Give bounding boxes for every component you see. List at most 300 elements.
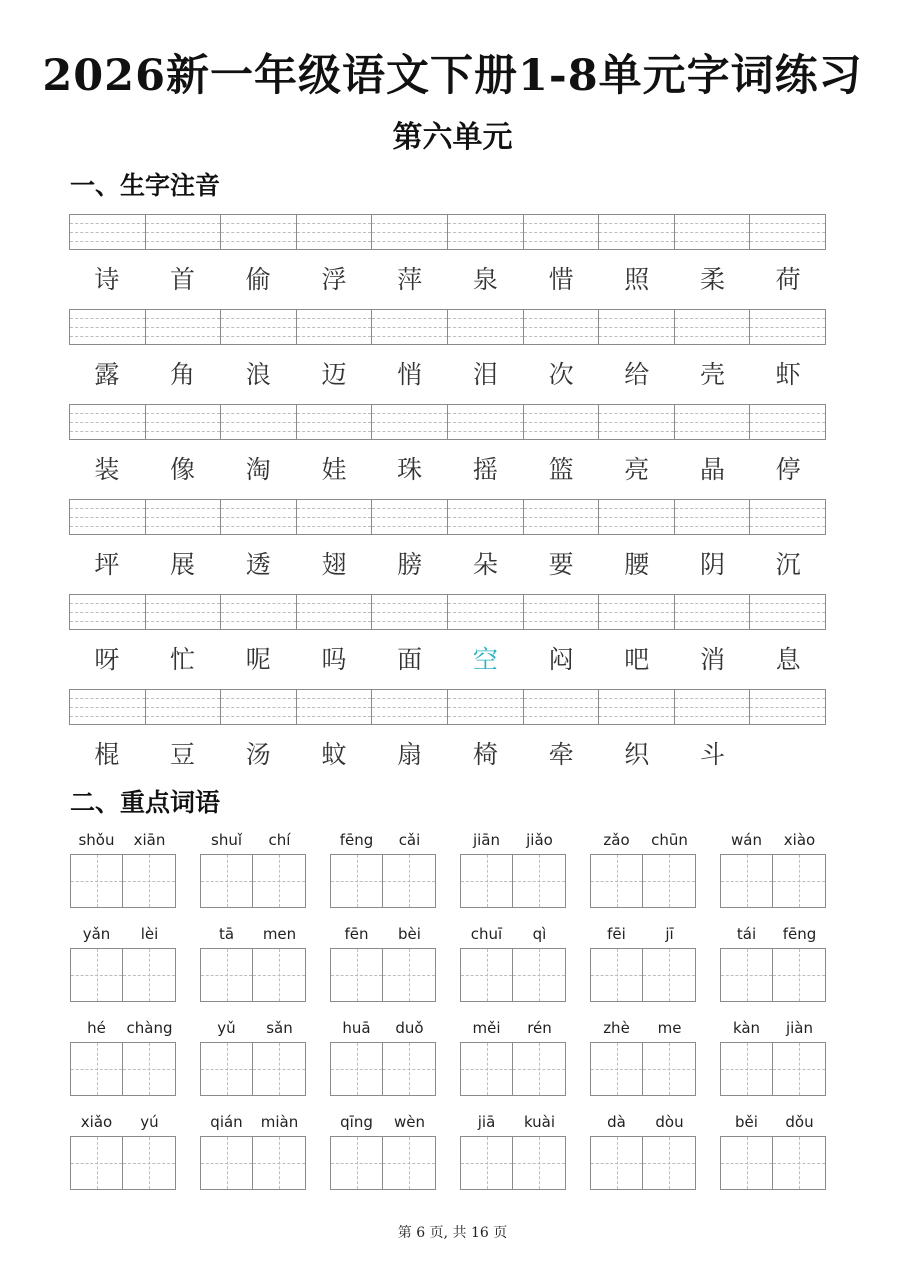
guide-line xyxy=(524,526,599,527)
tianzige-writing-box[interactable] xyxy=(590,948,643,1002)
syllable-pinyin: sǎn xyxy=(266,1019,293,1037)
character: 吧 xyxy=(624,645,650,674)
guide-line xyxy=(70,431,145,432)
word-pinyin xyxy=(70,828,176,852)
pinyin-answer-cell[interactable] xyxy=(221,690,297,724)
tianzige-writing-box[interactable] xyxy=(773,1042,826,1096)
word-item xyxy=(590,1110,696,1190)
guide-line xyxy=(448,327,523,328)
tianzige-writing-box[interactable] xyxy=(513,854,566,908)
guide-line xyxy=(675,716,750,717)
pinyin-answer-cell[interactable] xyxy=(146,500,222,534)
pinyin-answer-cell[interactable] xyxy=(599,405,675,439)
guide-line xyxy=(297,232,372,233)
guide-line xyxy=(372,698,447,699)
word-item xyxy=(330,1016,436,1096)
guide-line xyxy=(448,707,523,708)
tianzige-writing-box[interactable] xyxy=(383,948,436,1002)
character: 椅 xyxy=(472,740,498,769)
guide-line xyxy=(123,975,175,976)
word-item xyxy=(590,828,696,908)
word-pinyin xyxy=(720,828,826,852)
pinyin-answer-cell[interactable] xyxy=(599,310,675,344)
guide-line xyxy=(750,612,825,613)
guide-line xyxy=(675,612,750,613)
syllable-pinyin: jiàn xyxy=(785,1019,814,1037)
pinyin-answer-cell[interactable] xyxy=(750,405,825,439)
tianzige-writing-box[interactable] xyxy=(720,1042,773,1096)
guide-line xyxy=(513,1163,565,1164)
guide-line xyxy=(70,422,145,423)
character-row xyxy=(69,735,826,775)
guide-line xyxy=(123,1163,175,1164)
tianzige-writing-box[interactable] xyxy=(253,854,306,908)
tianzige-writing-box[interactable] xyxy=(720,1136,773,1190)
guide-line xyxy=(297,422,372,423)
pinyin-writing-row[interactable] xyxy=(69,594,826,630)
pinyin-answer-cell[interactable] xyxy=(750,690,825,724)
tianzige-writing-box[interactable] xyxy=(590,854,643,908)
pinyin-answer-cell[interactable] xyxy=(221,405,297,439)
tianzige-writing-box[interactable] xyxy=(460,1042,513,1096)
tianzige-boxes xyxy=(330,948,436,1002)
guide-line xyxy=(146,422,221,423)
guide-line xyxy=(513,975,565,976)
guide-line xyxy=(383,975,435,976)
pinyin-answer-cell[interactable] xyxy=(221,215,297,249)
guide-line xyxy=(221,413,296,414)
tianzige-writing-box[interactable] xyxy=(773,854,826,908)
guide-line xyxy=(70,526,145,527)
guide-line xyxy=(221,318,296,319)
tianzige-writing-box[interactable] xyxy=(720,854,773,908)
character: 腰 xyxy=(624,550,650,579)
pinyin-answer-cell[interactable] xyxy=(70,595,146,629)
guide-line xyxy=(721,1163,772,1164)
tianzige-writing-box[interactable] xyxy=(643,1136,696,1190)
word-pinyin xyxy=(330,922,436,946)
guide-line xyxy=(461,975,512,976)
character: 蚊 xyxy=(321,740,347,769)
guide-line xyxy=(123,1069,175,1070)
character: 吗 xyxy=(321,645,347,674)
tianzige-writing-box[interactable] xyxy=(330,1136,383,1190)
pinyin-answer-cell[interactable] xyxy=(448,405,524,439)
guide-line xyxy=(524,232,599,233)
tianzige-writing-box[interactable] xyxy=(123,854,176,908)
word-pinyin xyxy=(330,1016,436,1040)
tianzige-writing-box[interactable] xyxy=(253,948,306,1002)
syllable-pinyin: yǎn xyxy=(82,925,111,943)
pinyin-answer-cell[interactable] xyxy=(372,215,448,249)
guide-line xyxy=(675,707,750,708)
pinyin-answer-cell[interactable] xyxy=(750,500,825,534)
pinyin-answer-cell[interactable] xyxy=(372,595,448,629)
guide-line xyxy=(297,612,372,613)
tianzige-writing-box[interactable] xyxy=(383,854,436,908)
pinyin-answer-cell[interactable] xyxy=(599,500,675,534)
pinyin-answer-cell[interactable] xyxy=(297,215,373,249)
word-pinyin xyxy=(590,1016,696,1040)
word-item xyxy=(460,1016,566,1096)
pinyin-answer-cell[interactable] xyxy=(146,690,222,724)
guide-line xyxy=(372,612,447,613)
guide-line xyxy=(201,1163,252,1164)
pinyin-answer-cell[interactable] xyxy=(146,310,222,344)
pinyin-answer-cell[interactable] xyxy=(448,595,524,629)
pinyin-answer-cell[interactable] xyxy=(221,310,297,344)
syllable-pinyin: huā xyxy=(342,1019,371,1037)
section-heading-characters: 一、生字注音 xyxy=(70,171,221,200)
tianzige-writing-box[interactable] xyxy=(460,948,513,1002)
syllable-pinyin: lèi xyxy=(140,925,159,943)
guide-line xyxy=(221,603,296,604)
character: 淘 xyxy=(245,455,271,484)
syllable-pinyin: me xyxy=(657,1019,682,1037)
word-item xyxy=(70,922,176,1002)
tianzige-writing-box[interactable] xyxy=(383,1042,436,1096)
guide-line xyxy=(448,223,523,224)
guide-line xyxy=(675,621,750,622)
guide-line xyxy=(675,508,750,509)
word-item xyxy=(720,1110,826,1190)
guide-line xyxy=(331,975,382,976)
guide-line xyxy=(331,1163,382,1164)
tianzige-writing-box[interactable] xyxy=(513,1136,566,1190)
tianzige-writing-box[interactable] xyxy=(70,854,123,908)
guide-line xyxy=(448,413,523,414)
pinyin-answer-cell[interactable] xyxy=(297,310,373,344)
guide-line xyxy=(721,1069,772,1070)
pinyin-writing-row[interactable] xyxy=(69,214,826,250)
guide-line xyxy=(599,716,674,717)
pinyin-answer-cell[interactable] xyxy=(675,500,751,534)
pinyin-answer-cell[interactable] xyxy=(750,310,825,344)
pinyin-answer-cell[interactable] xyxy=(675,405,751,439)
tianzige-boxes xyxy=(200,854,306,908)
tianzige-writing-box[interactable] xyxy=(253,1042,306,1096)
tianzige-writing-box[interactable] xyxy=(773,1136,826,1190)
guide-line xyxy=(253,881,305,882)
word-pinyin xyxy=(720,1110,826,1134)
guide-line xyxy=(599,698,674,699)
guide-line xyxy=(448,612,523,613)
tianzige-writing-box[interactable] xyxy=(513,1042,566,1096)
pinyin-answer-cell[interactable] xyxy=(448,215,524,249)
guide-line xyxy=(70,413,145,414)
guide-line xyxy=(297,327,372,328)
tianzige-writing-box[interactable] xyxy=(123,1042,176,1096)
tianzige-writing-box[interactable] xyxy=(200,1042,253,1096)
tianzige-writing-box[interactable] xyxy=(200,948,253,1002)
page-footer: 第 6 页, 共 16 页 xyxy=(397,1225,508,1241)
guide-line xyxy=(675,232,750,233)
guide-line xyxy=(146,603,221,604)
guide-line xyxy=(221,612,296,613)
guide-line xyxy=(70,517,145,518)
pinyin-answer-cell[interactable] xyxy=(372,405,448,439)
guide-line xyxy=(675,241,750,242)
guide-line xyxy=(201,975,252,976)
guide-line xyxy=(524,413,599,414)
pinyin-answer-cell[interactable] xyxy=(70,500,146,534)
syllable-pinyin: xiǎo xyxy=(80,1113,113,1131)
character: 呀 xyxy=(94,645,120,674)
pinyin-answer-cell[interactable] xyxy=(675,310,751,344)
guide-line xyxy=(675,517,750,518)
guide-line xyxy=(750,707,825,708)
guide-line xyxy=(70,603,145,604)
guide-line xyxy=(524,431,599,432)
pinyin-answer-cell[interactable] xyxy=(70,690,146,724)
tianzige-boxes xyxy=(70,854,176,908)
tianzige-writing-box[interactable] xyxy=(513,948,566,1002)
tianzige-writing-box[interactable] xyxy=(253,1136,306,1190)
guide-line xyxy=(599,621,674,622)
guide-line xyxy=(221,698,296,699)
character: 次 xyxy=(548,360,574,389)
pinyin-answer-cell[interactable] xyxy=(297,690,373,724)
word-item xyxy=(330,922,436,1002)
pinyin-answer-cell[interactable] xyxy=(297,500,373,534)
tianzige-writing-box[interactable] xyxy=(330,948,383,1002)
tianzige-writing-box[interactable] xyxy=(643,948,696,1002)
pinyin-answer-cell[interactable] xyxy=(146,595,222,629)
guide-line xyxy=(221,707,296,708)
tianzige-boxes xyxy=(590,854,696,908)
tianzige-writing-box[interactable] xyxy=(460,854,513,908)
syllable-pinyin: jiǎo xyxy=(526,831,553,849)
pinyin-answer-cell[interactable] xyxy=(448,690,524,724)
syllable-pinyin: duǒ xyxy=(395,1019,424,1037)
pinyin-writing-row[interactable] xyxy=(69,309,826,345)
pinyin-answer-cell[interactable] xyxy=(297,595,373,629)
syllable-pinyin: xiào xyxy=(783,831,816,849)
pinyin-answer-cell[interactable] xyxy=(599,595,675,629)
guide-line xyxy=(750,526,825,527)
tianzige-writing-box[interactable] xyxy=(643,1042,696,1096)
page-title: 2026新一年级语文下册1-8单元字词练习 xyxy=(42,51,863,101)
pinyin-answer-cell[interactable] xyxy=(146,405,222,439)
tianzige-writing-box[interactable] xyxy=(720,948,773,1002)
syllable-pinyin: fēi xyxy=(607,925,626,943)
pinyin-answer-cell[interactable] xyxy=(297,405,373,439)
pinyin-answer-cell[interactable] xyxy=(70,215,146,249)
guide-line xyxy=(297,707,372,708)
guide-line xyxy=(461,1163,512,1164)
guide-line xyxy=(146,612,221,613)
guide-line xyxy=(675,422,750,423)
pinyin-answer-cell[interactable] xyxy=(221,500,297,534)
tianzige-writing-box[interactable] xyxy=(123,948,176,1002)
character: 珠 xyxy=(397,455,423,484)
pinyin-answer-cell[interactable] xyxy=(750,215,825,249)
guide-line xyxy=(599,517,674,518)
syllable-pinyin: wèn xyxy=(393,1113,425,1131)
syllable-pinyin: chuī xyxy=(470,925,503,943)
guide-line xyxy=(372,232,447,233)
guide-line xyxy=(201,1069,252,1070)
pinyin-answer-cell[interactable] xyxy=(675,690,751,724)
guide-line xyxy=(146,336,221,337)
tianzige-writing-box[interactable] xyxy=(643,854,696,908)
pinyin-answer-cell[interactable] xyxy=(70,405,146,439)
tianzige-writing-box[interactable] xyxy=(200,1136,253,1190)
tianzige-writing-box[interactable] xyxy=(773,948,826,1002)
word-item xyxy=(200,1110,306,1190)
syllable-pinyin: bèi xyxy=(398,925,421,943)
tianzige-writing-box[interactable] xyxy=(590,1042,643,1096)
guide-line xyxy=(750,508,825,509)
tianzige-writing-box[interactable] xyxy=(123,1136,176,1190)
tianzige-writing-box[interactable] xyxy=(330,1042,383,1096)
syllable-pinyin: zhè xyxy=(603,1019,630,1037)
guide-line xyxy=(146,517,221,518)
guide-line xyxy=(675,318,750,319)
guide-line xyxy=(750,327,825,328)
character: 消 xyxy=(699,645,725,674)
character: 牵 xyxy=(548,740,574,769)
character: 像 xyxy=(170,455,196,484)
syllable-pinyin: shuǐ xyxy=(211,831,242,849)
pinyin-answer-cell[interactable] xyxy=(524,405,600,439)
pinyin-answer-cell[interactable] xyxy=(372,690,448,724)
guide-line xyxy=(461,1069,512,1070)
guide-line xyxy=(70,241,145,242)
tianzige-writing-box[interactable] xyxy=(383,1136,436,1190)
guide-line xyxy=(599,223,674,224)
pinyin-writing-row[interactable] xyxy=(69,689,826,725)
guide-line xyxy=(253,1069,305,1070)
character: 柔 xyxy=(699,265,725,294)
guide-line xyxy=(297,431,372,432)
tianzige-writing-box[interactable] xyxy=(70,1042,123,1096)
syllable-pinyin: xiān xyxy=(133,831,166,849)
guide-line xyxy=(146,716,221,717)
pinyin-answer-cell[interactable] xyxy=(448,310,524,344)
guide-line xyxy=(372,327,447,328)
guide-line xyxy=(372,517,447,518)
word-item xyxy=(460,922,566,1002)
character: 迈 xyxy=(321,360,347,389)
syllable-pinyin: jiā xyxy=(477,1113,496,1131)
pinyin-answer-cell[interactable] xyxy=(524,310,600,344)
character: 篮 xyxy=(548,455,574,484)
tianzige-writing-box[interactable] xyxy=(590,1136,643,1190)
pinyin-answer-cell[interactable] xyxy=(524,690,600,724)
tianzige-writing-box[interactable] xyxy=(70,948,123,1002)
character: 要 xyxy=(548,550,574,579)
guide-line xyxy=(448,698,523,699)
word-item xyxy=(720,1016,826,1096)
guide-line xyxy=(721,975,772,976)
pinyin-answer-cell[interactable] xyxy=(448,500,524,534)
pinyin-answer-cell[interactable] xyxy=(599,690,675,724)
guide-line xyxy=(383,1163,435,1164)
guide-line xyxy=(221,526,296,527)
guide-line xyxy=(383,1069,435,1070)
pinyin-answer-cell[interactable] xyxy=(675,595,751,629)
guide-line xyxy=(331,881,382,882)
character: 坪 xyxy=(94,550,120,579)
tianzige-writing-box[interactable] xyxy=(70,1136,123,1190)
character: 棍 xyxy=(94,740,120,769)
tianzige-writing-box[interactable] xyxy=(200,854,253,908)
tianzige-writing-box[interactable] xyxy=(460,1136,513,1190)
guide-line xyxy=(750,621,825,622)
character: 惜 xyxy=(548,265,574,294)
guide-line xyxy=(524,223,599,224)
guide-line xyxy=(513,1069,565,1070)
word-pinyin xyxy=(590,828,696,852)
pinyin-answer-cell[interactable] xyxy=(372,310,448,344)
guide-line xyxy=(750,336,825,337)
character: 空 xyxy=(472,645,498,674)
character: 沉 xyxy=(775,550,801,579)
guide-line xyxy=(146,431,221,432)
guide-line xyxy=(750,698,825,699)
word-pinyin xyxy=(720,1016,826,1040)
character: 织 xyxy=(624,740,650,769)
guide-line xyxy=(524,698,599,699)
guide-line xyxy=(146,223,221,224)
syllable-pinyin: yú xyxy=(140,1113,159,1131)
pinyin-answer-cell[interactable] xyxy=(221,595,297,629)
word-item xyxy=(70,1016,176,1096)
guide-line xyxy=(372,318,447,319)
character: 照 xyxy=(624,265,650,294)
pinyin-answer-cell[interactable] xyxy=(750,595,825,629)
guide-line xyxy=(448,336,523,337)
pinyin-answer-cell[interactable] xyxy=(599,215,675,249)
guide-line xyxy=(221,716,296,717)
word-pinyin xyxy=(70,922,176,946)
guide-line xyxy=(591,1069,642,1070)
guide-line xyxy=(297,526,372,527)
pinyin-answer-cell[interactable] xyxy=(146,215,222,249)
pinyin-answer-cell[interactable] xyxy=(70,310,146,344)
pinyin-answer-cell[interactable] xyxy=(524,595,600,629)
guide-line xyxy=(372,526,447,527)
guide-line xyxy=(448,526,523,527)
pinyin-answer-cell[interactable] xyxy=(524,215,600,249)
guide-line xyxy=(524,707,599,708)
syllable-pinyin: qīng xyxy=(340,1113,373,1131)
guide-line xyxy=(599,707,674,708)
guide-line xyxy=(599,431,674,432)
guide-line xyxy=(599,318,674,319)
guide-line xyxy=(70,336,145,337)
pinyin-writing-row[interactable] xyxy=(69,499,826,535)
pinyin-answer-cell[interactable] xyxy=(372,500,448,534)
tianzige-writing-box[interactable] xyxy=(330,854,383,908)
pinyin-answer-cell[interactable] xyxy=(675,215,751,249)
guide-line xyxy=(383,881,435,882)
syllable-pinyin: fēn xyxy=(344,925,369,943)
syllable-pinyin: dǒu xyxy=(785,1113,814,1131)
guide-line xyxy=(750,232,825,233)
syllable-pinyin: tái xyxy=(736,925,757,943)
tianzige-boxes xyxy=(460,854,566,908)
tianzige-boxes xyxy=(200,948,306,1002)
character: 萍 xyxy=(397,265,423,294)
character xyxy=(750,735,826,775)
syllable-pinyin: tā xyxy=(218,925,235,943)
character: 斗 xyxy=(699,740,725,769)
pinyin-answer-cell[interactable] xyxy=(524,500,600,534)
pinyin-writing-row[interactable] xyxy=(69,404,826,440)
guide-line xyxy=(448,508,523,509)
